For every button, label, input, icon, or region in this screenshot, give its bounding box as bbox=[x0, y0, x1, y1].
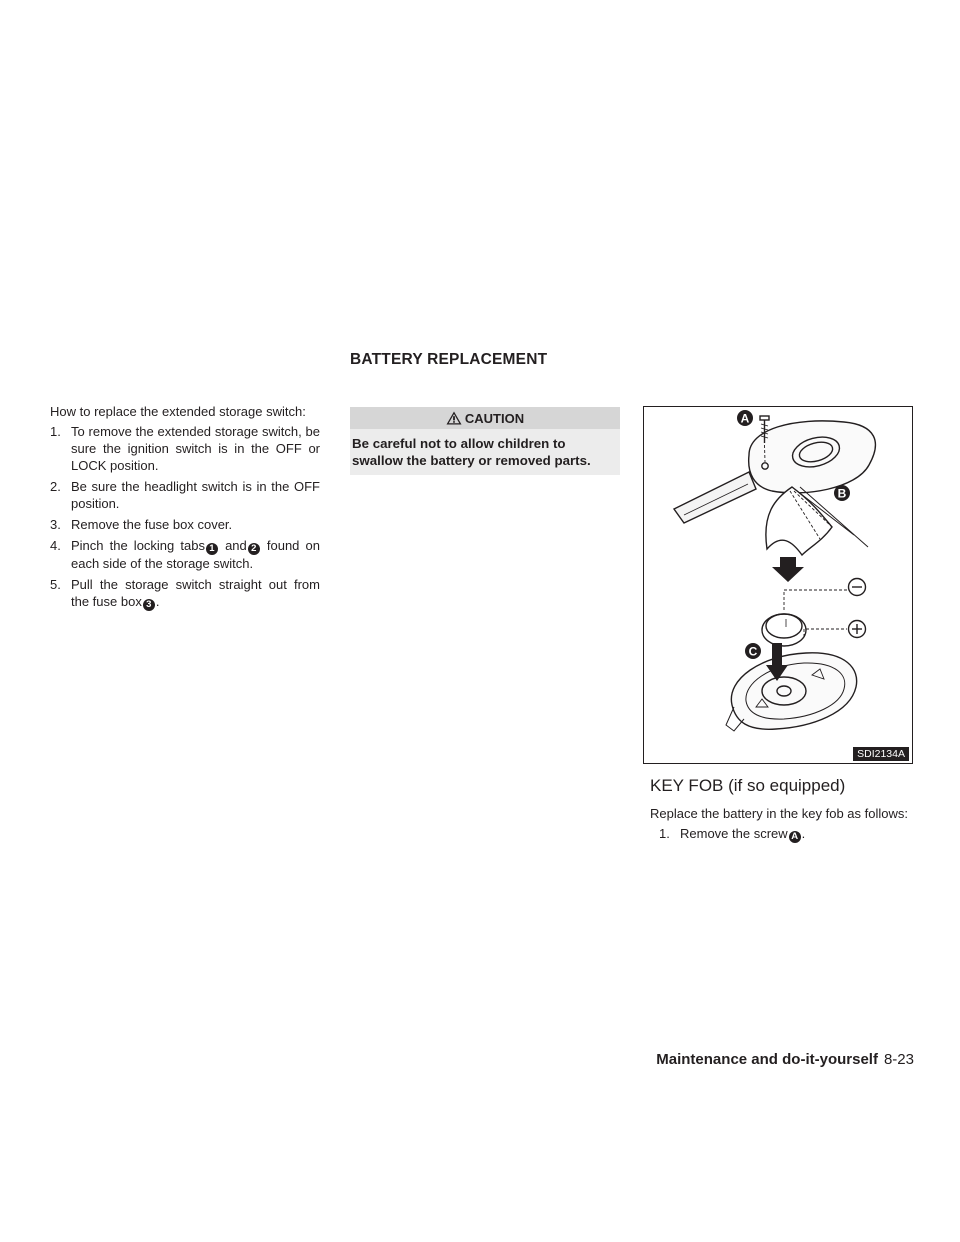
key-fob-instructions bbox=[650, 805, 920, 847]
step-number: 4. bbox=[50, 538, 61, 553]
step-number: 5. bbox=[50, 577, 61, 592]
key-fob-heading: KEY FOB (if so equipped) bbox=[650, 776, 846, 795]
section-heading: BATTERY REPLACEMENT bbox=[350, 351, 548, 368]
step-number: 3. bbox=[50, 517, 61, 532]
intro-text: How to replace the extended storage switch: bbox=[50, 404, 306, 419]
list-item bbox=[50, 537, 320, 572]
storage-switch-steps bbox=[50, 423, 320, 611]
callout-1: 1 bbox=[206, 543, 218, 555]
caution-box bbox=[350, 407, 620, 475]
plus-icon bbox=[849, 621, 866, 638]
step-text: Pinch the locking tabs bbox=[71, 538, 205, 553]
key-fob-illustration bbox=[643, 406, 913, 764]
callout-2: 2 bbox=[248, 543, 260, 555]
step-text: and bbox=[225, 538, 247, 553]
step-number: 2. bbox=[50, 479, 61, 494]
key-blade bbox=[674, 472, 756, 523]
callout-3: 3 bbox=[143, 599, 155, 611]
step-text: . bbox=[155, 594, 160, 609]
page-footer bbox=[656, 1051, 914, 1068]
list-item bbox=[650, 825, 920, 843]
step-text: . bbox=[801, 826, 806, 841]
list-item bbox=[50, 576, 320, 611]
page-number: 8-23 bbox=[883, 1051, 914, 1068]
callout-a: A bbox=[789, 831, 801, 843]
label-a-text: A bbox=[740, 411, 750, 426]
warning-icon bbox=[446, 411, 462, 425]
list-item bbox=[50, 516, 320, 533]
key-fob-intro: Replace the battery in the key fob as follows: bbox=[650, 806, 908, 821]
fob-upper-shell bbox=[749, 421, 876, 493]
minus-icon bbox=[849, 579, 866, 596]
coin-battery bbox=[762, 614, 806, 646]
step-text: Remove the fuse box cover. bbox=[71, 517, 233, 532]
label-b-text: B bbox=[837, 486, 847, 501]
step-text: Be sure the headlight switch is in the OFF position. bbox=[71, 479, 320, 511]
step-number: 1. bbox=[659, 826, 670, 841]
step-text: Pull the storage switch straight out from the fuse box bbox=[71, 577, 320, 609]
storage-switch-instructions bbox=[50, 403, 320, 615]
caution-title: CAUTION bbox=[464, 410, 525, 426]
key-fob-diagram bbox=[644, 407, 912, 763]
step-number: 1. bbox=[50, 424, 61, 439]
label-c-text: C bbox=[748, 644, 758, 659]
figure-code: SDI2134A bbox=[853, 747, 909, 761]
list-item bbox=[50, 423, 320, 474]
step-text: found on each side of the storage switch. bbox=[71, 538, 320, 571]
label-a bbox=[737, 410, 753, 426]
list-item bbox=[50, 478, 320, 512]
label-b bbox=[834, 485, 850, 501]
cloth-b bbox=[766, 487, 832, 555]
down-arrow bbox=[772, 557, 804, 582]
caution-text: Be careful not to allow children to swallow the battery or removed parts. bbox=[350, 429, 620, 475]
label-c bbox=[745, 643, 761, 659]
chapter-title: Maintenance and do-it-yourself bbox=[656, 1051, 878, 1068]
key-fob-steps bbox=[650, 825, 920, 843]
step-text: To remove the extended storage switch, be sure the ignition switch is in the OFF or LOCK position. bbox=[71, 424, 320, 473]
step-text: Remove the screw bbox=[680, 826, 788, 841]
caution-header bbox=[350, 407, 620, 429]
